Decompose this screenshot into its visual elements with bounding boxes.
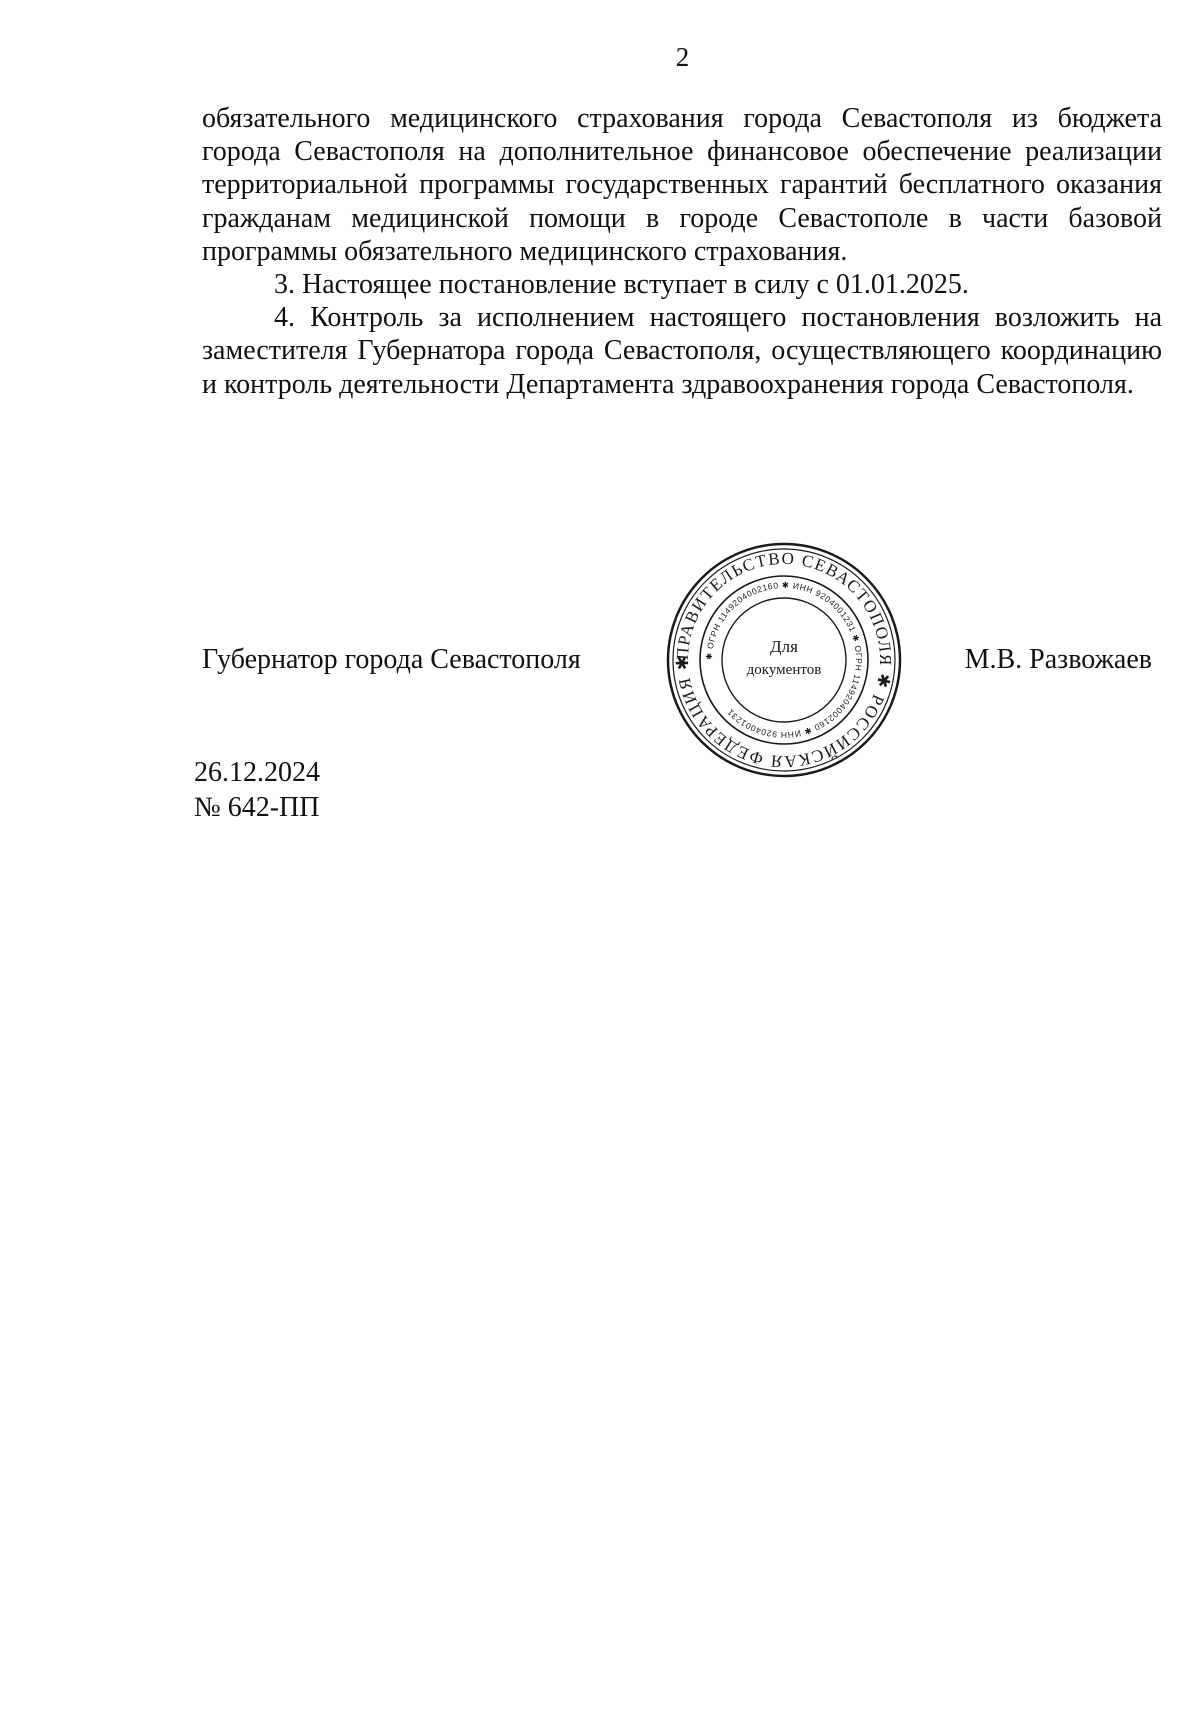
paragraph-3-effective-date: 3. Настоящее постановление вступает в силу с 01.01.2025. xyxy=(274,269,969,301)
paragraph-4-control: 4. Контроль за исполнением настоящего постановления возложить на заместителя Губернатора города Севастополя, осуществляющего координацию и контроль деятельности Департамента здравоохранения города Севастополя. xyxy=(202,302,1162,400)
page-number: 2 xyxy=(675,42,690,72)
seal-center-line-2: документов xyxy=(746,662,822,678)
signer-title: Губернатор города Севастополя xyxy=(202,644,581,675)
seal-inner-text: ✱ ОГРН 1149204002160 ✱ ИНН 9204001231 ✱ ОГРН 1149204002160 ✱ ИНН 9204001231 xyxy=(703,579,865,741)
seal-center-line-1: Для xyxy=(770,637,798,656)
signer-name: М.В. Развожаев xyxy=(964,644,1152,675)
document-meta xyxy=(194,755,320,825)
document-body xyxy=(202,102,1162,401)
seal-inner-ring xyxy=(722,598,846,722)
seal-outer-text: ПРАВИТЕЛЬСТВО СЕВАСТОПОЛЯ ✱ РОССИЙСКАЯ ФЕДЕРАЦИЯ ✱ xyxy=(672,548,896,772)
seal-middle-ring xyxy=(700,576,868,744)
official-seal-stamp xyxy=(664,540,904,780)
seal-outer-ring xyxy=(668,544,900,776)
document-date: 26.12.2024 xyxy=(194,757,320,788)
document-number: № 642-ПП xyxy=(194,792,320,823)
paragraph-continuation: обязательного медицинского страхования города Севастополя из бюджета города Севастополя на дополнительное финансовое обеспечение реализации территориальной программы государственных гарантий бесплатного оказания гражданам медицинской помощи в городе Севастополе в части базовой программы обязательного медицинского страхования. xyxy=(202,103,1162,267)
